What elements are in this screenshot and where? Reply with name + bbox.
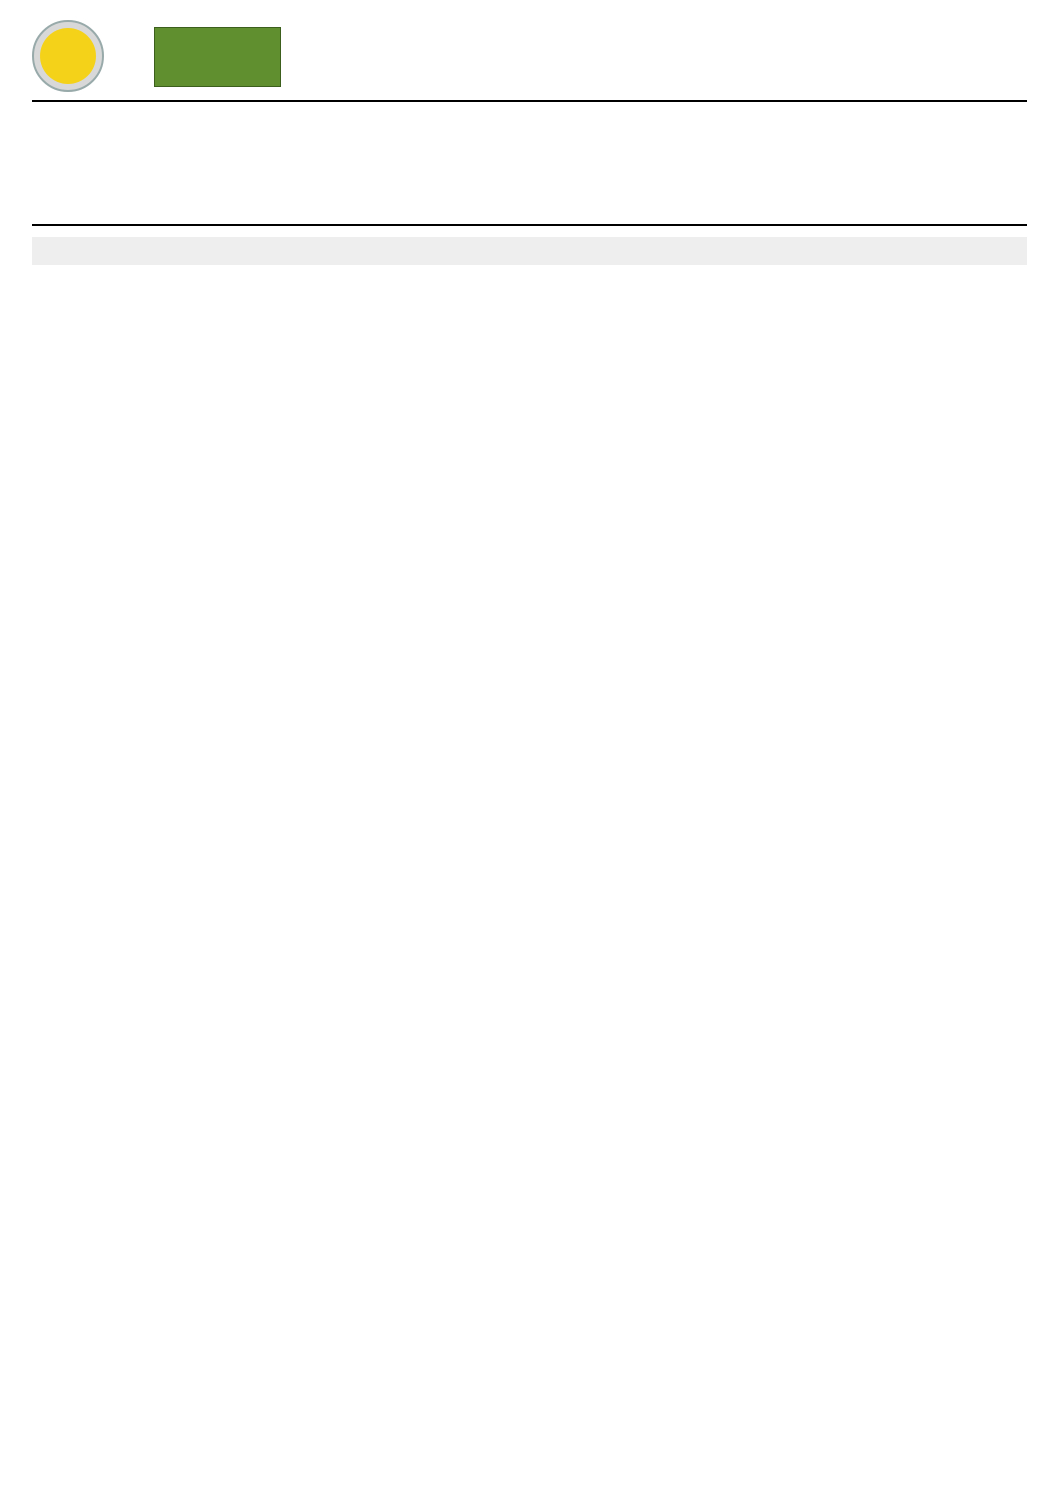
pico-sport-logo: [32, 20, 104, 92]
table-header: [32, 237, 1027, 265]
table-top-divider: [32, 224, 1027, 226]
event-datetime: [0, 156, 1058, 180]
header-divider: [32, 100, 1027, 102]
pico-event-logo: [154, 27, 281, 87]
